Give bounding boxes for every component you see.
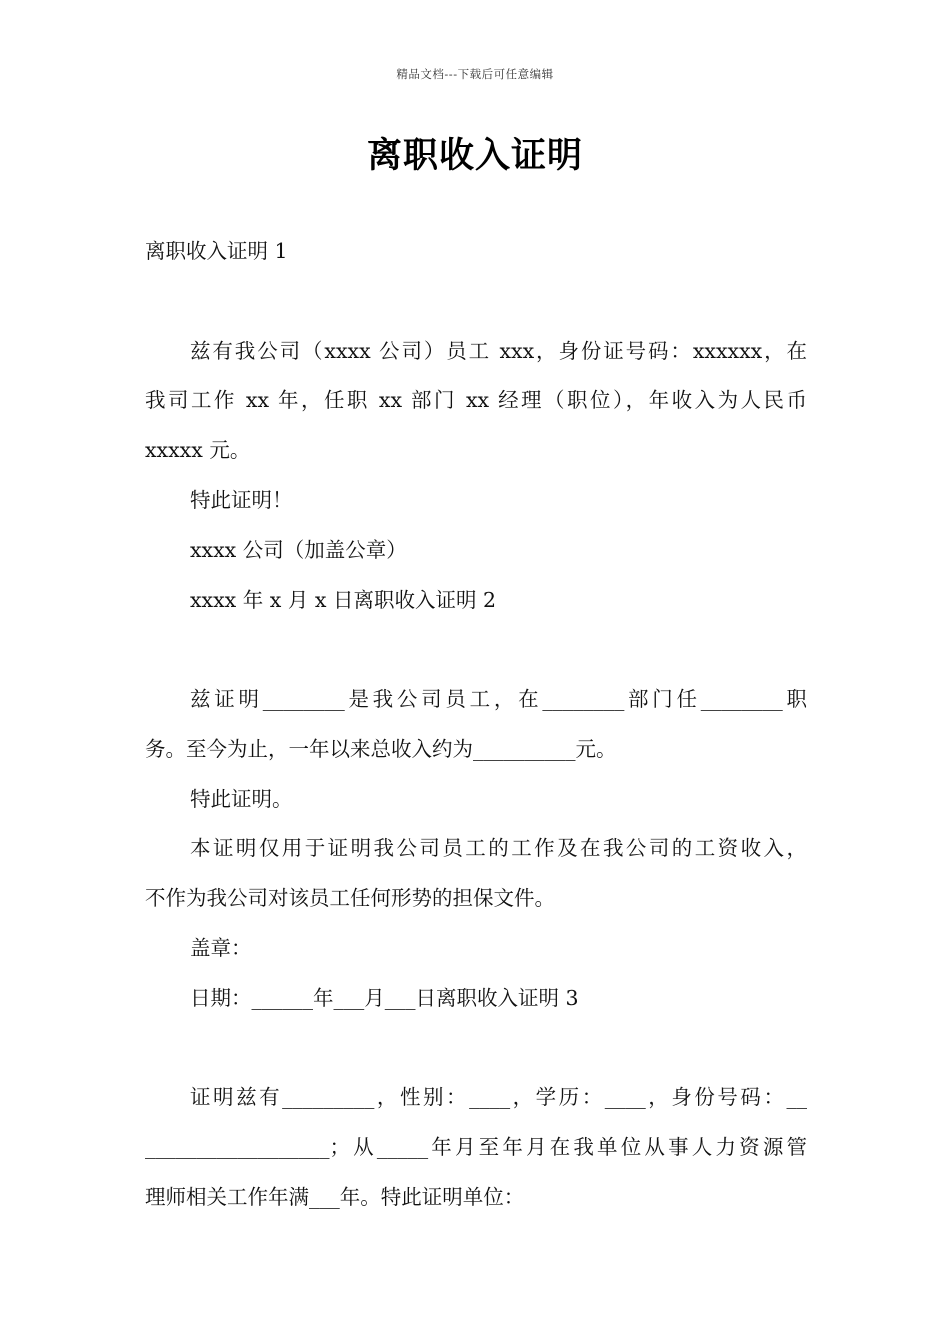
closing-line: 特此证明！: [190, 488, 293, 512]
closing-line: 特此证明。: [190, 787, 293, 811]
section-heading-1: 离职收入证明 1: [145, 239, 288, 263]
paragraph-line: 理师相关工作年满___年。特此证明单位：: [145, 1185, 525, 1209]
header-note: 精品文档---下载后可任意编辑: [396, 67, 554, 81]
company-seal-line: xxxx 公司（加盖公章）: [190, 538, 407, 562]
date-line: xxxx 年 x 月 x 日离职收入证明 2: [190, 588, 497, 612]
paragraph-line: 兹有我公司（xxxx 公司）员工 xxx，身份证号码：xxxxxx，在: [190, 339, 808, 363]
paragraph-line: 务。至今为止，一年以来总收入约为__________元。: [145, 737, 617, 761]
paragraph-line: __________________；从_____年月至年月在我单位从事人力资源管: [145, 1135, 807, 1159]
paragraph-line: 我司工作 xx 年，任职 xx 部门 xx 经理（职位），年收入为人民币: [145, 388, 807, 412]
paragraph-line: xxxxx 元。: [145, 438, 251, 462]
paragraph-line: 证明兹有_________，性别：____，学历：____，身份号码：__: [190, 1085, 807, 1109]
paragraph-line: 本证明仅用于证明我公司员工的工作及在我公司的工资收入，: [190, 836, 807, 860]
paragraph-line: 不作为我公司对该员工任何形势的担保文件。: [145, 886, 555, 910]
document-title: 离职收入证明: [366, 135, 583, 176]
date-line: 日期：______年___月___日离职收入证明 3: [190, 986, 579, 1010]
seal-line: 盖章：: [190, 936, 252, 960]
paragraph-line: 兹证明________是我公司员工，在________部门任________职: [190, 687, 807, 711]
